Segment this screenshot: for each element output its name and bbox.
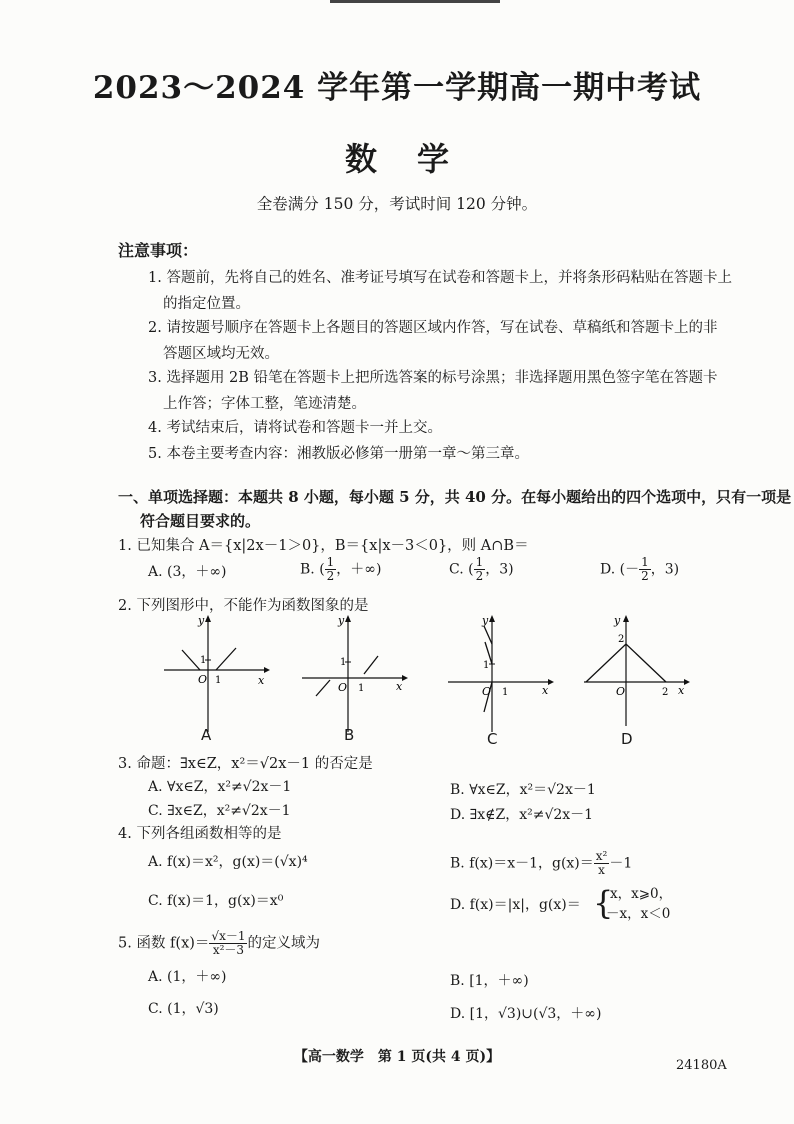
- graph-a-label: A: [201, 726, 212, 744]
- notice-item: 4. 考试结束后，请将试卷和答题卡一并上交。: [148, 420, 442, 436]
- page-footer: 【高一数学 第 1 页(共 4 页)】: [293, 1049, 501, 1065]
- svg-text:2: 2: [662, 687, 669, 698]
- svg-text:O: O: [482, 685, 492, 698]
- svg-text:1: 1: [483, 660, 490, 671]
- q4-option-d-case-2: －x，x＜0: [606, 906, 671, 922]
- q3-option-d: D. ∃x∉Z，x²≠√2x－1: [450, 807, 594, 823]
- svg-text:O: O: [616, 685, 626, 698]
- q4-option-d-label: D. f(x)＝|x|，g(x)＝: [450, 897, 581, 913]
- q4-option-d-case-1: x，x⩾0，: [610, 886, 673, 902]
- q3-option-b: B. ∀x∈Z，x²＝√2x－1: [450, 782, 596, 798]
- svg-text:1: 1: [358, 683, 365, 694]
- exam-title: 2023～2024 学年第一学期高一期中考试: [92, 70, 702, 106]
- q5-option-b: B. [1，＋∞): [450, 973, 529, 989]
- q4-option-b: B. f(x)＝x－1，g(x)＝ $\frac{\text{x²}}{x}$ －1: [450, 849, 633, 877]
- q5-option-a: A. (1，＋∞): [148, 969, 227, 985]
- svg-text:x: x: [678, 684, 685, 697]
- svg-text:1: 1: [340, 657, 347, 668]
- graph-b: [298, 614, 408, 734]
- piecewise-brace: {: [593, 884, 614, 922]
- svg-text:1: 1: [200, 655, 207, 666]
- graph-b-label: B: [344, 726, 355, 744]
- q1-option-b: B. ( $\frac{1}{2}$ ，＋∞): [300, 555, 382, 583]
- graph-d: [580, 614, 690, 734]
- graph-a-figure: [160, 614, 270, 734]
- score-time-line: 全卷满分 150 分，考试时间 120 分钟。: [256, 195, 538, 213]
- graph-d-figure: [580, 614, 690, 734]
- notice-item: 2. 请按题号顺序在答题卡上各题目的答题区域内作答，写在试卷、草稿纸和答题卡上的非: [148, 320, 718, 336]
- svg-text:y: y: [614, 614, 621, 627]
- exam-code: 24180A: [676, 1058, 727, 1073]
- svg-text:x: x: [396, 680, 403, 693]
- graph-c-figure: [444, 614, 554, 734]
- notice-heading: 注意事项：: [118, 241, 199, 260]
- q1-option-a: A. (3，＋∞): [148, 564, 227, 580]
- svg-text:y: y: [338, 614, 345, 627]
- notice-item: 1. 答题前，先将自己的姓名、准考证号填写在试卷和答题卡上，并将条形码粘贴在答题卡上: [148, 270, 732, 286]
- q1-option-c: C. ( $\frac{1}{2}$ ，3): [449, 555, 514, 583]
- question-5-stem: 5. 函数 f(x)＝ $\frac{√x-1}{\text{x²－3}}$ 的定义域为: [118, 929, 320, 957]
- svg-text:1: 1: [502, 687, 509, 698]
- graph-b-figure: [298, 614, 408, 734]
- graph-d-label: D: [621, 730, 633, 748]
- notice-item: 5. 本卷主要考查内容：湘教版必修第一册第一章～第三章。: [148, 446, 529, 462]
- top-border-mark: [330, 0, 500, 3]
- question-1-stem: 1. 已知集合 A＝{x|2x－1＞0}，B＝{x|x－3＜0}，则 A∩B＝: [118, 538, 529, 554]
- q3-option-a: A. ∀x∈Z，x²≠√2x－1: [148, 779, 292, 795]
- question-4-stem: 4. 下列各组函数相等的是: [118, 826, 282, 842]
- q4-option-c: C. f(x)＝1，g(x)＝x⁰: [148, 893, 284, 909]
- graph-c-label: C: [487, 730, 498, 748]
- notice-item: 3. 选择题用 2B 铅笔在答题卡上把所选答案的标号涂黑；非选择题用黑色签字笔在答题卡: [148, 370, 718, 386]
- q4-option-a: A. f(x)＝x²，g(x)＝(√x)⁴: [148, 854, 308, 870]
- svg-text:y: y: [198, 614, 205, 627]
- svg-text:1: 1: [215, 675, 222, 686]
- svg-text:O: O: [198, 673, 208, 686]
- graph-a: [160, 614, 270, 734]
- question-2-stem: 2. 下列图形中，不能作为函数图象的是: [118, 598, 369, 614]
- q3-option-c: C. ∃x∈Z，x²≠√2x－1: [148, 803, 291, 819]
- svg-text:y: y: [482, 614, 489, 627]
- notice-item: 上作答；字体工整，笔迹清楚。: [163, 396, 366, 412]
- graph-c: [444, 614, 554, 734]
- notice-item: 答题区域均无效。: [163, 346, 279, 362]
- section-heading-cont: 符合题目要求的。: [140, 512, 261, 530]
- svg-text:O: O: [338, 681, 348, 694]
- svg-text:x: x: [542, 684, 549, 697]
- subject-title: 数学: [344, 140, 489, 178]
- q5-option-d: D. [1，√3)∪(√3，＋∞): [450, 1006, 602, 1022]
- question-3-stem: 3. 命题：∃x∈Z，x²＝√2x－1 的否定是: [118, 756, 373, 772]
- svg-text:2: 2: [618, 634, 625, 645]
- svg-text:x: x: [258, 674, 265, 687]
- q5-option-c: C. (1，√3): [148, 1001, 219, 1017]
- q1-option-d: D. (－ $\frac{1}{2}$ ，3): [600, 555, 680, 583]
- notice-item: 的指定位置。: [163, 296, 250, 312]
- section-heading: 一、单项选择题：本题共 8 小题，每小题 5 分，共 40 分。在每小题给出的四个选项中，只有一项是: [118, 488, 792, 506]
